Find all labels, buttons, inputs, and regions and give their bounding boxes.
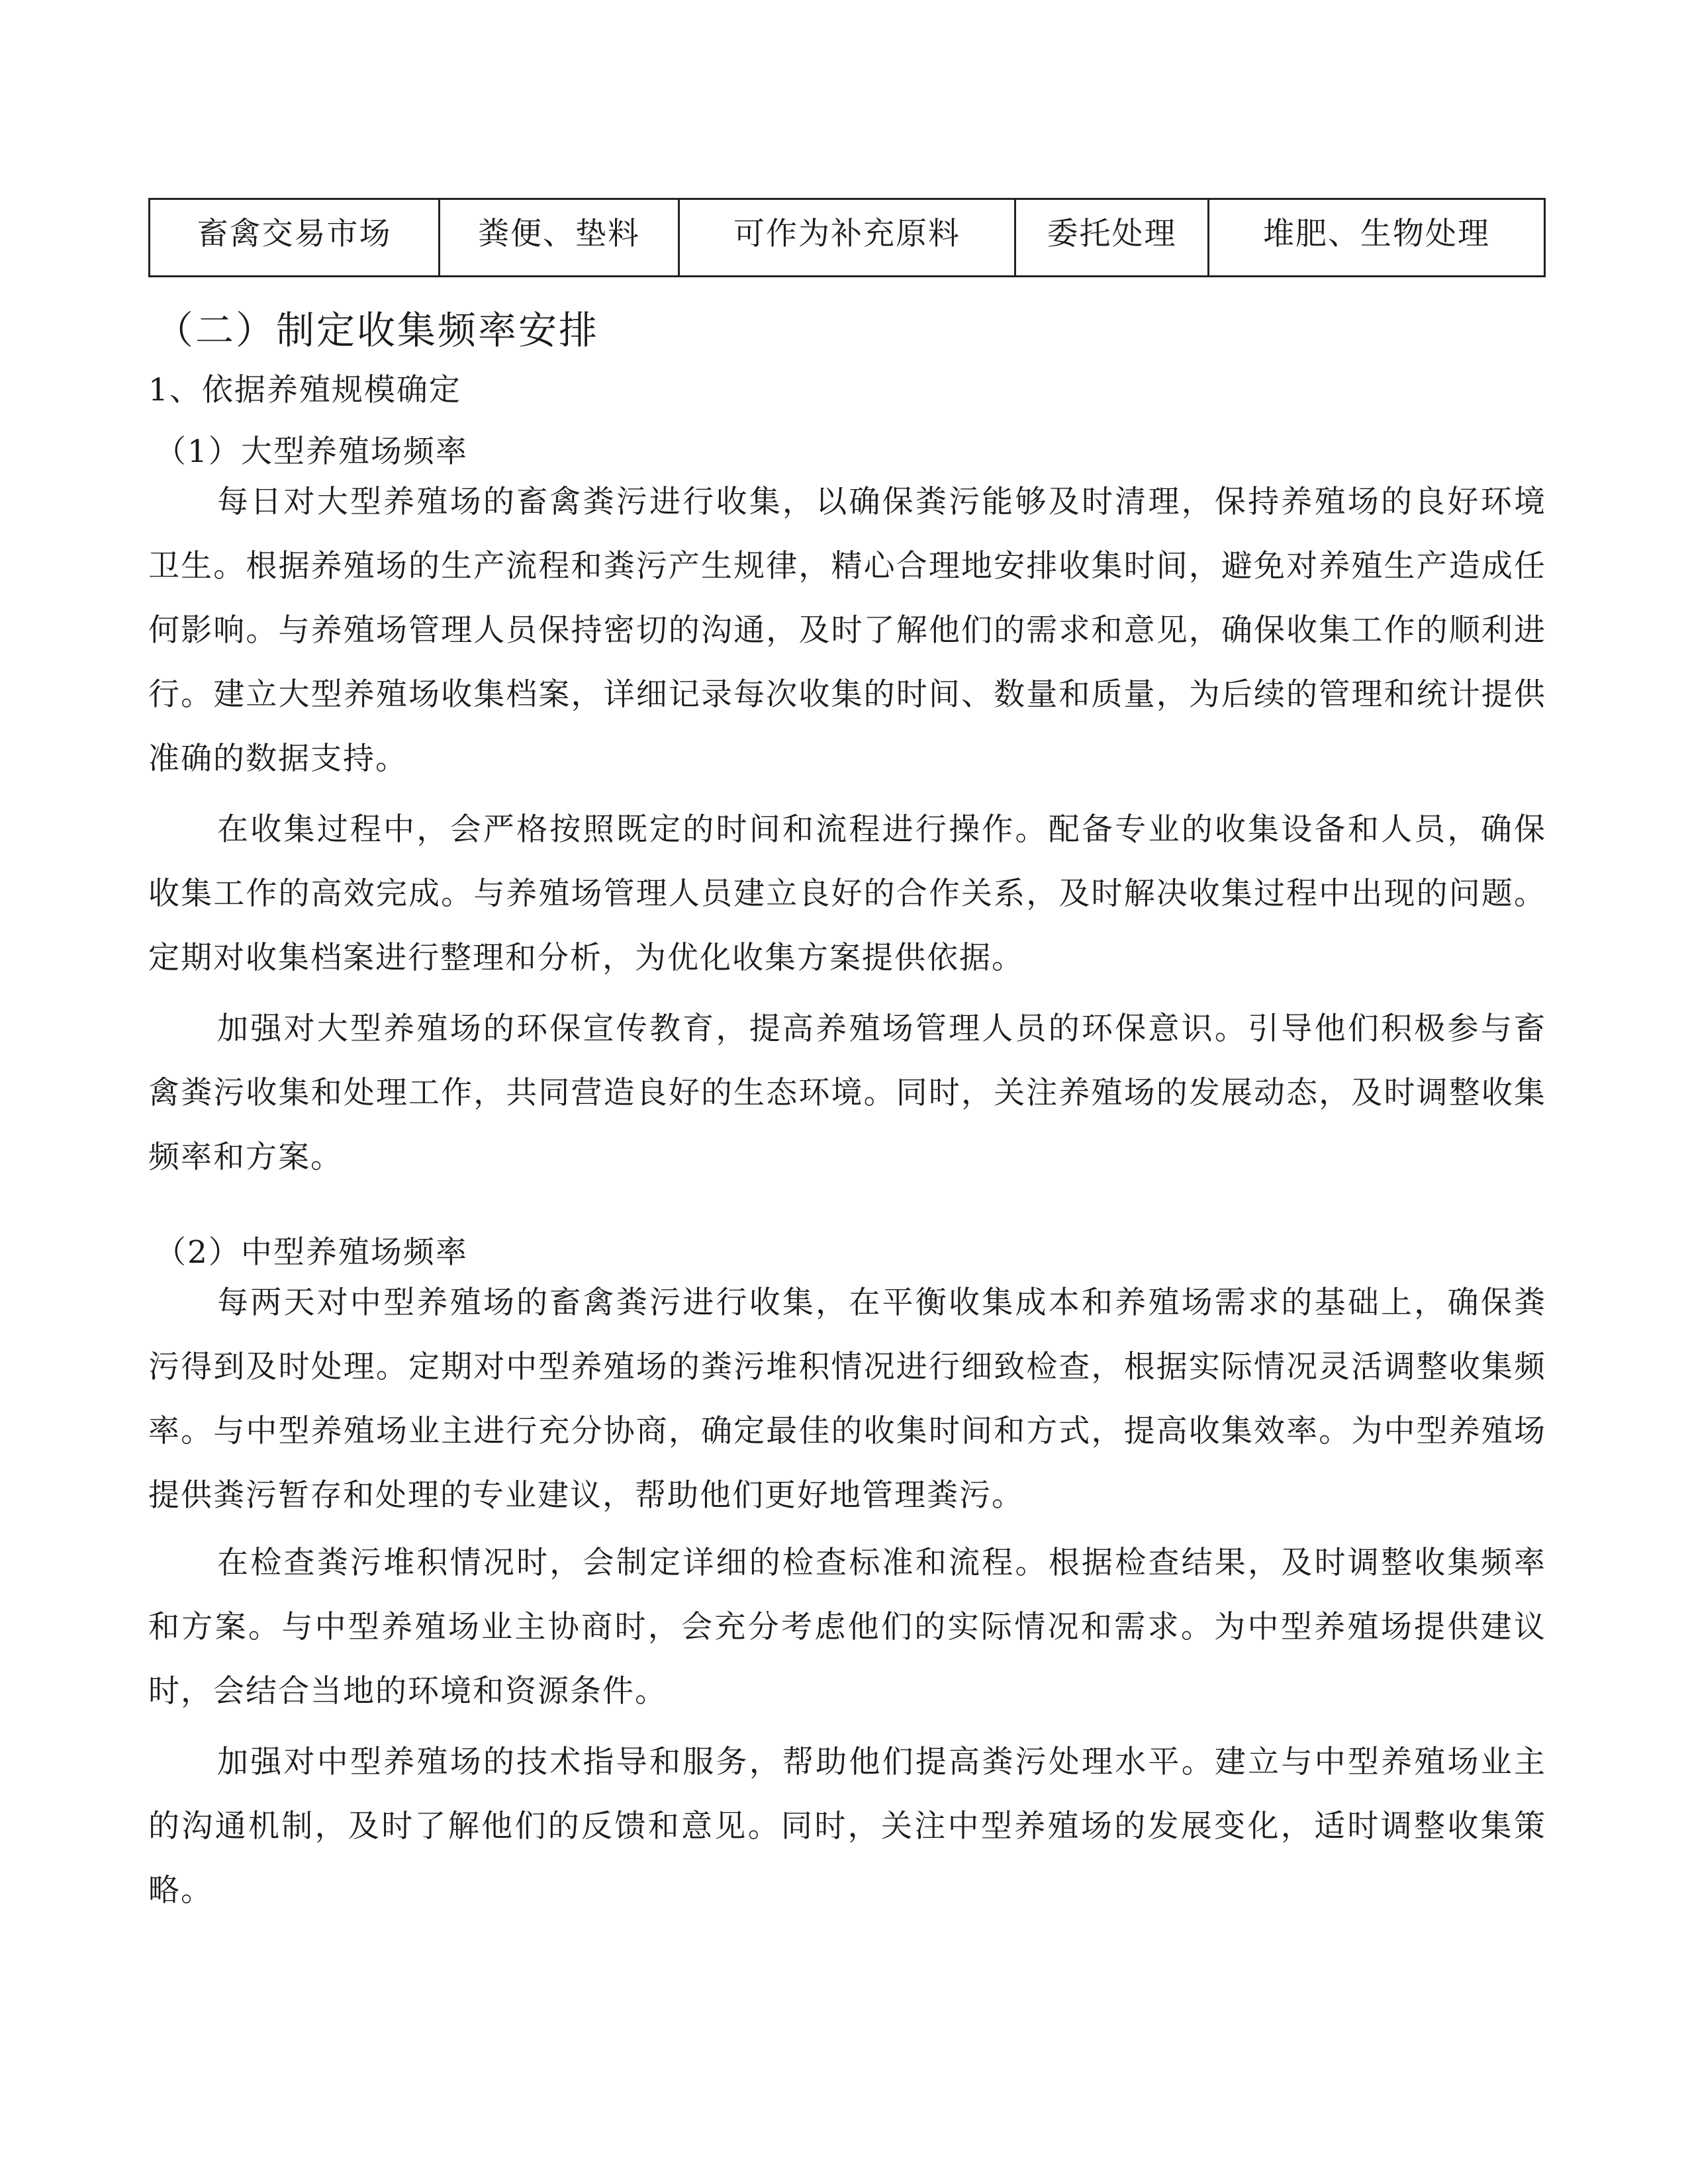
paragraph-large-3: 加强对大型养殖场的环保宣传教育，提高养殖场管理人员的环保意识。引导他们积极参与畜禽粪污收集和处理工作，共同营造良好的生态环境。同时，关注养殖场的发展动态，及时调整收集频率和方案。 <box>148 1011 1546 1175</box>
table-cell-source: 畜禽交易市场 <box>150 199 440 277</box>
paragraph-medium-2: 在检查粪污堆积情况时，会制定详细的检查标准和流程。根据检查结果，及时调整收集频率和方案。与中型养殖场业主协商时，会充分考虑他们的实际情况和需求。为中型养殖场提供建议时，会结合当地的环境和资源条件。 <box>148 1545 1546 1709</box>
subheading-medium-farm: （2）中型养殖场频率 <box>155 1234 468 1271</box>
table-cell-process: 堆肥、生物处理 <box>1209 199 1545 277</box>
paragraph-medium-1: 每两天对中型养殖场的畜禽粪污进行收集，在平衡收集成本和养殖场需求的基础上，确保粪污得到及时处理。定期对中型养殖场的粪污堆积情况进行细致检查，根据实际情况灵活调整收集频率。与中型养殖场业主进行充分协商，确定最佳的收集时间和方式，提高收集效率。为中型养殖场提供粪污暂存和处理的专业建议，帮助他们更好地管理粪污。 <box>148 1285 1546 1514</box>
waste-source-table <box>148 198 1546 277</box>
table-cell-usage: 可作为补充原料 <box>679 199 1015 277</box>
section-title: （二）制定收集频率安排 <box>155 308 600 353</box>
table-row <box>150 199 1545 277</box>
subheading-large-farm: （1）大型养殖场频率 <box>155 433 468 470</box>
paragraph-medium-3: 加强对中型养殖场的技术指导和服务，帮助他们提高粪污处理水平。建立与中型养殖场业主的沟通机制，及时了解他们的反馈和意见。同时，关注中型养殖场的发展变化，适时调整收集策略。 <box>148 1744 1546 1909</box>
table-cell-waste-type: 粪便、垫料 <box>440 199 679 277</box>
table-cell-handling: 委托处理 <box>1015 199 1209 277</box>
paragraph-large-2: 在收集过程中，会严格按照既定的时间和流程进行操作。配备专业的收集设备和人员，确保收集工作的高效完成。与养殖场管理人员建立良好的合作关系，及时解决收集过程中出现的问题。定期对收集档案进行整理和分析，为优化收集方案提供依据。 <box>148 811 1546 976</box>
paragraph-large-1: 每日对大型养殖场的畜禽粪污进行收集，以确保粪污能够及时清理，保持养殖场的良好环境卫生。根据养殖场的生产流程和粪污产生规律，精心合理地安排收集时间，避免对养殖生产造成任何影响。与养殖场管理人员保持密切的沟通，及时了解他们的需求和意见，确保收集工作的顺利进行。建立大型养殖场收集档案，详细记录每次收集的时间、数量和质量，为后续的管理和统计提供准确的数据支持。 <box>148 484 1546 777</box>
heading-scale-basis: 1、依据养殖规模确定 <box>148 372 461 408</box>
